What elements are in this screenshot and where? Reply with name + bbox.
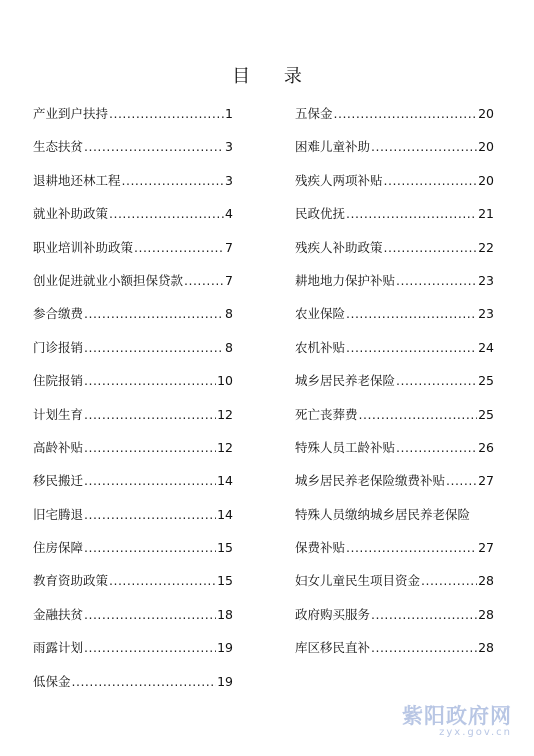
toc-entry-label: 库区移民直补 — [295, 640, 371, 656]
toc-entry[interactable] — [295, 304, 494, 337]
toc-entry[interactable] — [295, 371, 494, 404]
toc-dot-leader — [334, 106, 478, 121]
toc-entry[interactable] — [33, 304, 233, 337]
toc-entry[interactable] — [33, 271, 233, 304]
toc-entry-label: 职业培训补助政策 — [33, 239, 134, 255]
toc-page-number: 27 — [478, 540, 494, 556]
toc-entry-label: 农业保险 — [295, 306, 346, 322]
toc-dot-leader — [371, 139, 477, 154]
toc-page-number: 19 — [217, 673, 233, 689]
toc-dot-leader — [72, 674, 217, 689]
toc-dot-leader — [84, 373, 216, 388]
toc-entry-label: 参合缴费 — [33, 306, 84, 322]
toc-page-number: 3 — [225, 172, 233, 188]
toc-entry[interactable] — [33, 571, 233, 604]
page-title: 目 录 — [232, 66, 316, 87]
toc-entry-label: 死亡丧葬费 — [295, 406, 358, 422]
toc-entry[interactable] — [295, 338, 494, 371]
toc-entry-label: 妇女儿童民生项目资金 — [295, 573, 421, 589]
toc-page-number: 4 — [225, 206, 233, 222]
toc-page-number: 20 — [478, 139, 494, 155]
toc-entry-label: 门诊报销 — [33, 339, 84, 355]
toc-dot-leader — [371, 640, 477, 655]
toc-entry-label: 就业补助政策 — [33, 206, 109, 222]
toc-entry[interactable] — [295, 238, 494, 271]
toc-dot-leader — [359, 407, 478, 422]
toc-dot-leader — [109, 206, 224, 221]
toc-entry-label: 耕地地力保护补贴 — [295, 272, 396, 288]
toc-dot-leader — [84, 440, 216, 455]
toc-dot-leader — [84, 340, 224, 355]
toc-entry[interactable] — [295, 438, 494, 471]
toc-entry[interactable] — [295, 538, 494, 571]
toc-page-number: 19 — [217, 640, 233, 656]
toc-entry[interactable] — [33, 438, 233, 471]
toc-dot-leader — [84, 607, 216, 622]
toc-dot-leader — [109, 106, 224, 121]
watermark-logo: 紫阳政府网 — [402, 703, 512, 728]
toc-dot-leader — [109, 573, 216, 588]
toc-entry[interactable] — [295, 271, 494, 304]
toc-dot-leader — [371, 607, 477, 622]
toc-entry[interactable] — [295, 204, 494, 237]
toc-dot-leader — [84, 306, 224, 321]
toc-entry-label: 教育资助政策 — [33, 573, 109, 589]
toc-entry-label: 城乡居民养老保险缴费补贴 — [295, 473, 446, 489]
watermark-url: zyx.gov.cn — [439, 727, 512, 738]
toc-entry-label: 政府购买服务 — [295, 606, 371, 622]
toc-entry[interactable] — [33, 204, 233, 237]
toc-page-number: 23 — [478, 306, 494, 322]
toc-dot-leader — [346, 540, 477, 555]
toc-page-number: 10 — [217, 373, 233, 389]
toc-page-number: 24 — [478, 339, 494, 355]
toc-dot-leader — [346, 306, 477, 321]
toc-page-number: 15 — [217, 540, 233, 556]
toc-dot-leader — [184, 273, 224, 288]
toc-page-number: 3 — [225, 139, 233, 155]
toc-entry-label: 产业到户扶持 — [33, 106, 109, 121]
toc-page-number: 20 — [478, 106, 494, 121]
toc-entry[interactable] — [33, 371, 233, 404]
toc-entry-label: 住房保障 — [33, 540, 84, 556]
toc-dot-leader — [122, 173, 225, 188]
toc-page-number: 12 — [217, 406, 233, 422]
toc-entry-label: 创业促进就业小额担保贷款 — [33, 272, 184, 288]
toc-entry-label: 困难儿童补助 — [295, 139, 371, 155]
toc-page-number: 26 — [478, 439, 494, 455]
toc-entry[interactable] — [295, 638, 494, 671]
toc-dot-leader — [84, 139, 224, 154]
toc-dot-leader — [346, 206, 477, 221]
toc-entry[interactable] — [33, 338, 233, 371]
toc-entry-label: 保费补贴 — [295, 540, 346, 556]
toc-page-number: 7 — [225, 239, 233, 255]
toc-entry-label: 五保金 — [295, 106, 333, 121]
site-watermark — [402, 705, 512, 738]
toc-dot-leader — [421, 573, 477, 588]
toc-entry[interactable] — [295, 137, 494, 170]
toc-entry[interactable] — [295, 405, 494, 438]
toc-page-number: 8 — [225, 306, 233, 322]
toc-entry[interactable] — [33, 471, 233, 504]
toc-entry[interactable] — [33, 405, 233, 438]
toc-page-number: 18 — [217, 606, 233, 622]
toc-entry[interactable] — [295, 571, 494, 604]
toc-entry-label: 民政优抚 — [295, 206, 346, 222]
toc-page-number: 28 — [478, 573, 494, 589]
toc-entry[interactable] — [33, 137, 233, 170]
toc-page-number: 14 — [217, 473, 233, 489]
toc-entry-label: 计划生育 — [33, 406, 84, 422]
toc-right-column — [295, 104, 494, 672]
toc-entry[interactable] — [295, 471, 494, 504]
toc-entry[interactable] — [33, 638, 233, 671]
toc-entry-label: 特殊人员工龄补贴 — [295, 439, 396, 455]
toc-page-number: 28 — [478, 640, 494, 656]
toc-entry-label: 城乡居民养老保险 — [295, 373, 396, 389]
toc-entry[interactable] — [295, 171, 494, 204]
toc-page-number: 1 — [225, 106, 233, 121]
toc-entry[interactable] — [33, 238, 233, 271]
toc-dot-leader — [84, 507, 216, 522]
toc-dot-leader — [396, 440, 477, 455]
toc-entry-label: 残疾人两项补贴 — [295, 172, 383, 188]
toc-dot-leader — [396, 373, 477, 388]
toc-page-number: 25 — [478, 406, 494, 422]
toc-entry-label: 退耕地还林工程 — [33, 172, 121, 188]
toc-page-number: 14 — [217, 506, 233, 522]
toc-entry[interactable] — [33, 505, 233, 538]
toc-entry-label: 残疾人补助政策 — [295, 239, 383, 255]
toc-page-number: 7 — [225, 272, 233, 288]
toc-page-number: 28 — [478, 606, 494, 622]
toc-entry[interactable] — [295, 104, 494, 137]
toc-dot-leader — [396, 273, 477, 288]
toc-page-number: 8 — [225, 339, 233, 355]
toc-page-number: 15 — [217, 573, 233, 589]
toc-entry-label: 金融扶贫 — [33, 606, 84, 622]
toc-entry-label: 特殊人员缴纳城乡居民养老保险 — [295, 506, 471, 522]
toc-entry[interactable] — [33, 605, 233, 638]
toc-page-number: 22 — [478, 239, 494, 255]
toc-dot-leader — [446, 473, 477, 488]
toc-dot-leader — [84, 407, 216, 422]
toc-page-number: 27 — [478, 473, 494, 489]
toc-dot-leader — [84, 473, 216, 488]
toc-left-column — [33, 104, 233, 705]
toc-entry-label: 农机补贴 — [295, 339, 346, 355]
toc-page-number: 20 — [478, 172, 494, 188]
toc-entry-label: 移民搬迁 — [33, 473, 84, 489]
toc-entry-label: 低保金 — [33, 673, 71, 689]
toc-page-number: 21 — [478, 206, 494, 222]
toc-entry-label: 雨露计划 — [33, 640, 84, 656]
toc-dot-leader — [346, 340, 477, 355]
toc-dot-leader — [84, 640, 216, 655]
toc-page-number: 12 — [217, 439, 233, 455]
toc-page-number: 25 — [478, 373, 494, 389]
toc-entry-label: 生态扶贫 — [33, 139, 84, 155]
toc-entry-label: 住院报销 — [33, 373, 84, 389]
toc-entry[interactable] — [295, 505, 494, 538]
toc-page-number: 23 — [478, 272, 494, 288]
toc-dot-leader — [134, 240, 224, 255]
toc-entry[interactable] — [33, 104, 233, 137]
toc-entry-label: 高龄补贴 — [33, 439, 84, 455]
toc-entry[interactable] — [33, 672, 233, 705]
toc-entry[interactable] — [33, 538, 233, 571]
toc-dot-leader — [384, 240, 478, 255]
toc-dot-leader — [84, 540, 216, 555]
toc-dot-leader — [384, 173, 478, 188]
toc-entry[interactable] — [295, 605, 494, 638]
toc-entry[interactable] — [33, 171, 233, 204]
toc-entry-label: 旧宅腾退 — [33, 506, 84, 522]
